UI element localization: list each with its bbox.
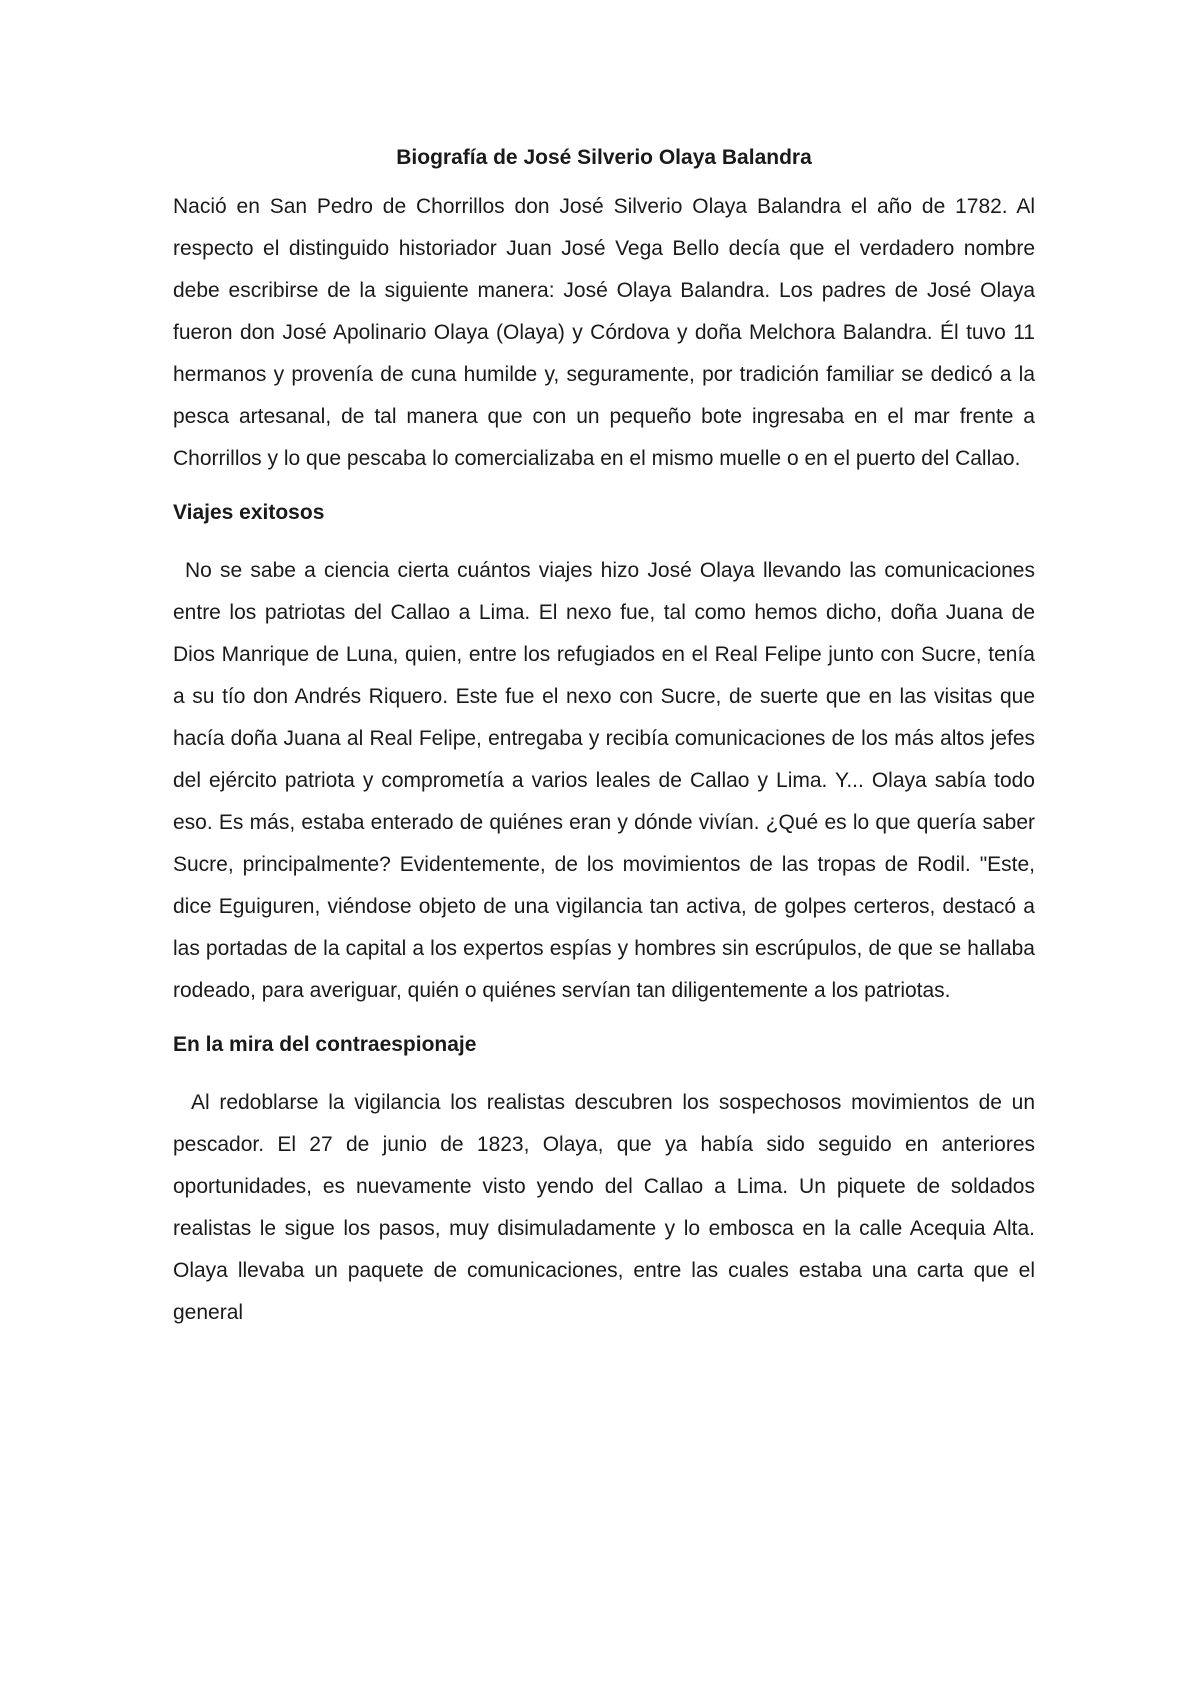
document-title: Biografía de José Silverio Olaya Balandra [396, 146, 812, 169]
document-body [173, 143, 1035, 1334]
intro-paragraph: Nació en San Pedro de Chorrillos don José Silverio Olaya Balandra el año de 1782. Al respecto el distinguido historiador Juan José Vega Bello decía que el verdadero nombre debe escribirse de la siguiente manera: José Olaya Balandra. Los padres de José Olaya fueron don José Apolinario Olaya (Olaya) y Córdova y doña Melchora Balandra. Él tuvo 11 hermanos y provenía de cuna humilde y, seguramente, por tradición familiar se dedicó a la pesca artesanal, de tal manera que con un pequeño bote ingresaba en el mar frente a Chorrillos y lo que pescaba lo comercializaba en el mismo muelle o en el puerto del Callao. [173, 195, 1035, 470]
section-paragraph-viajes-exitosos: No se sabe a ciencia cierta cuántos viajes hizo José Olaya llevando las comunicaciones entre los patriotas del Callao a Lima. El nexo fue, tal como hemos dicho, doña Juana de Dios Manrique de Luna, quien, entre los refugiados en el Real Felipe junto con Sucre, tenía a su tío don Andrés Riquero. Este fue el nexo con Sucre, de suerte que en las visitas que hacía doña Juana al Real Felipe, entregaba y recibía comunicaciones de los más altos jefes del ejército patriota y comprometía a varios leales de Callao y Lima. Y... Olaya sabía todo eso. Es más, estaba enterado de quiénes eran y dónde vivían. ¿Qué es lo que quería saber Sucre, principalmente? Evidentemente, de los movimientos de las tropas de Rodil. "Este, dice Eguiguren, viéndose objeto de una vigilancia tan activa, de golpes certeros, destacó a las portadas de la capital a los expertos espías y hombres sin escrúpulos, de que se hallaba rodeado, para averiguar, quién o quiénes servían tan diligentemente a los patriotas. [173, 559, 1035, 1002]
section-heading-viajes-exitosos: Viajes exitosos [173, 501, 325, 524]
section-paragraph-contraespionaje: Al redoblarse la vigilancia los realistas descubren los sospechosos movimientos de un pescador. El 27 de junio de 1823, Olaya, que ya había sido seguido en anteriores oportunidades, es nuevamente visto yendo del Callao a Lima. Un piquete de soldados realistas le sigue los pasos, muy disimuladamente y lo embosca en la calle Acequia Alta. Olaya llevaba un paquete de comunicaciones, entre las cuales estaba una carta que el general [173, 1091, 1035, 1324]
section-heading-contraespionaje: En la mira del contraespionaje [173, 1033, 477, 1056]
